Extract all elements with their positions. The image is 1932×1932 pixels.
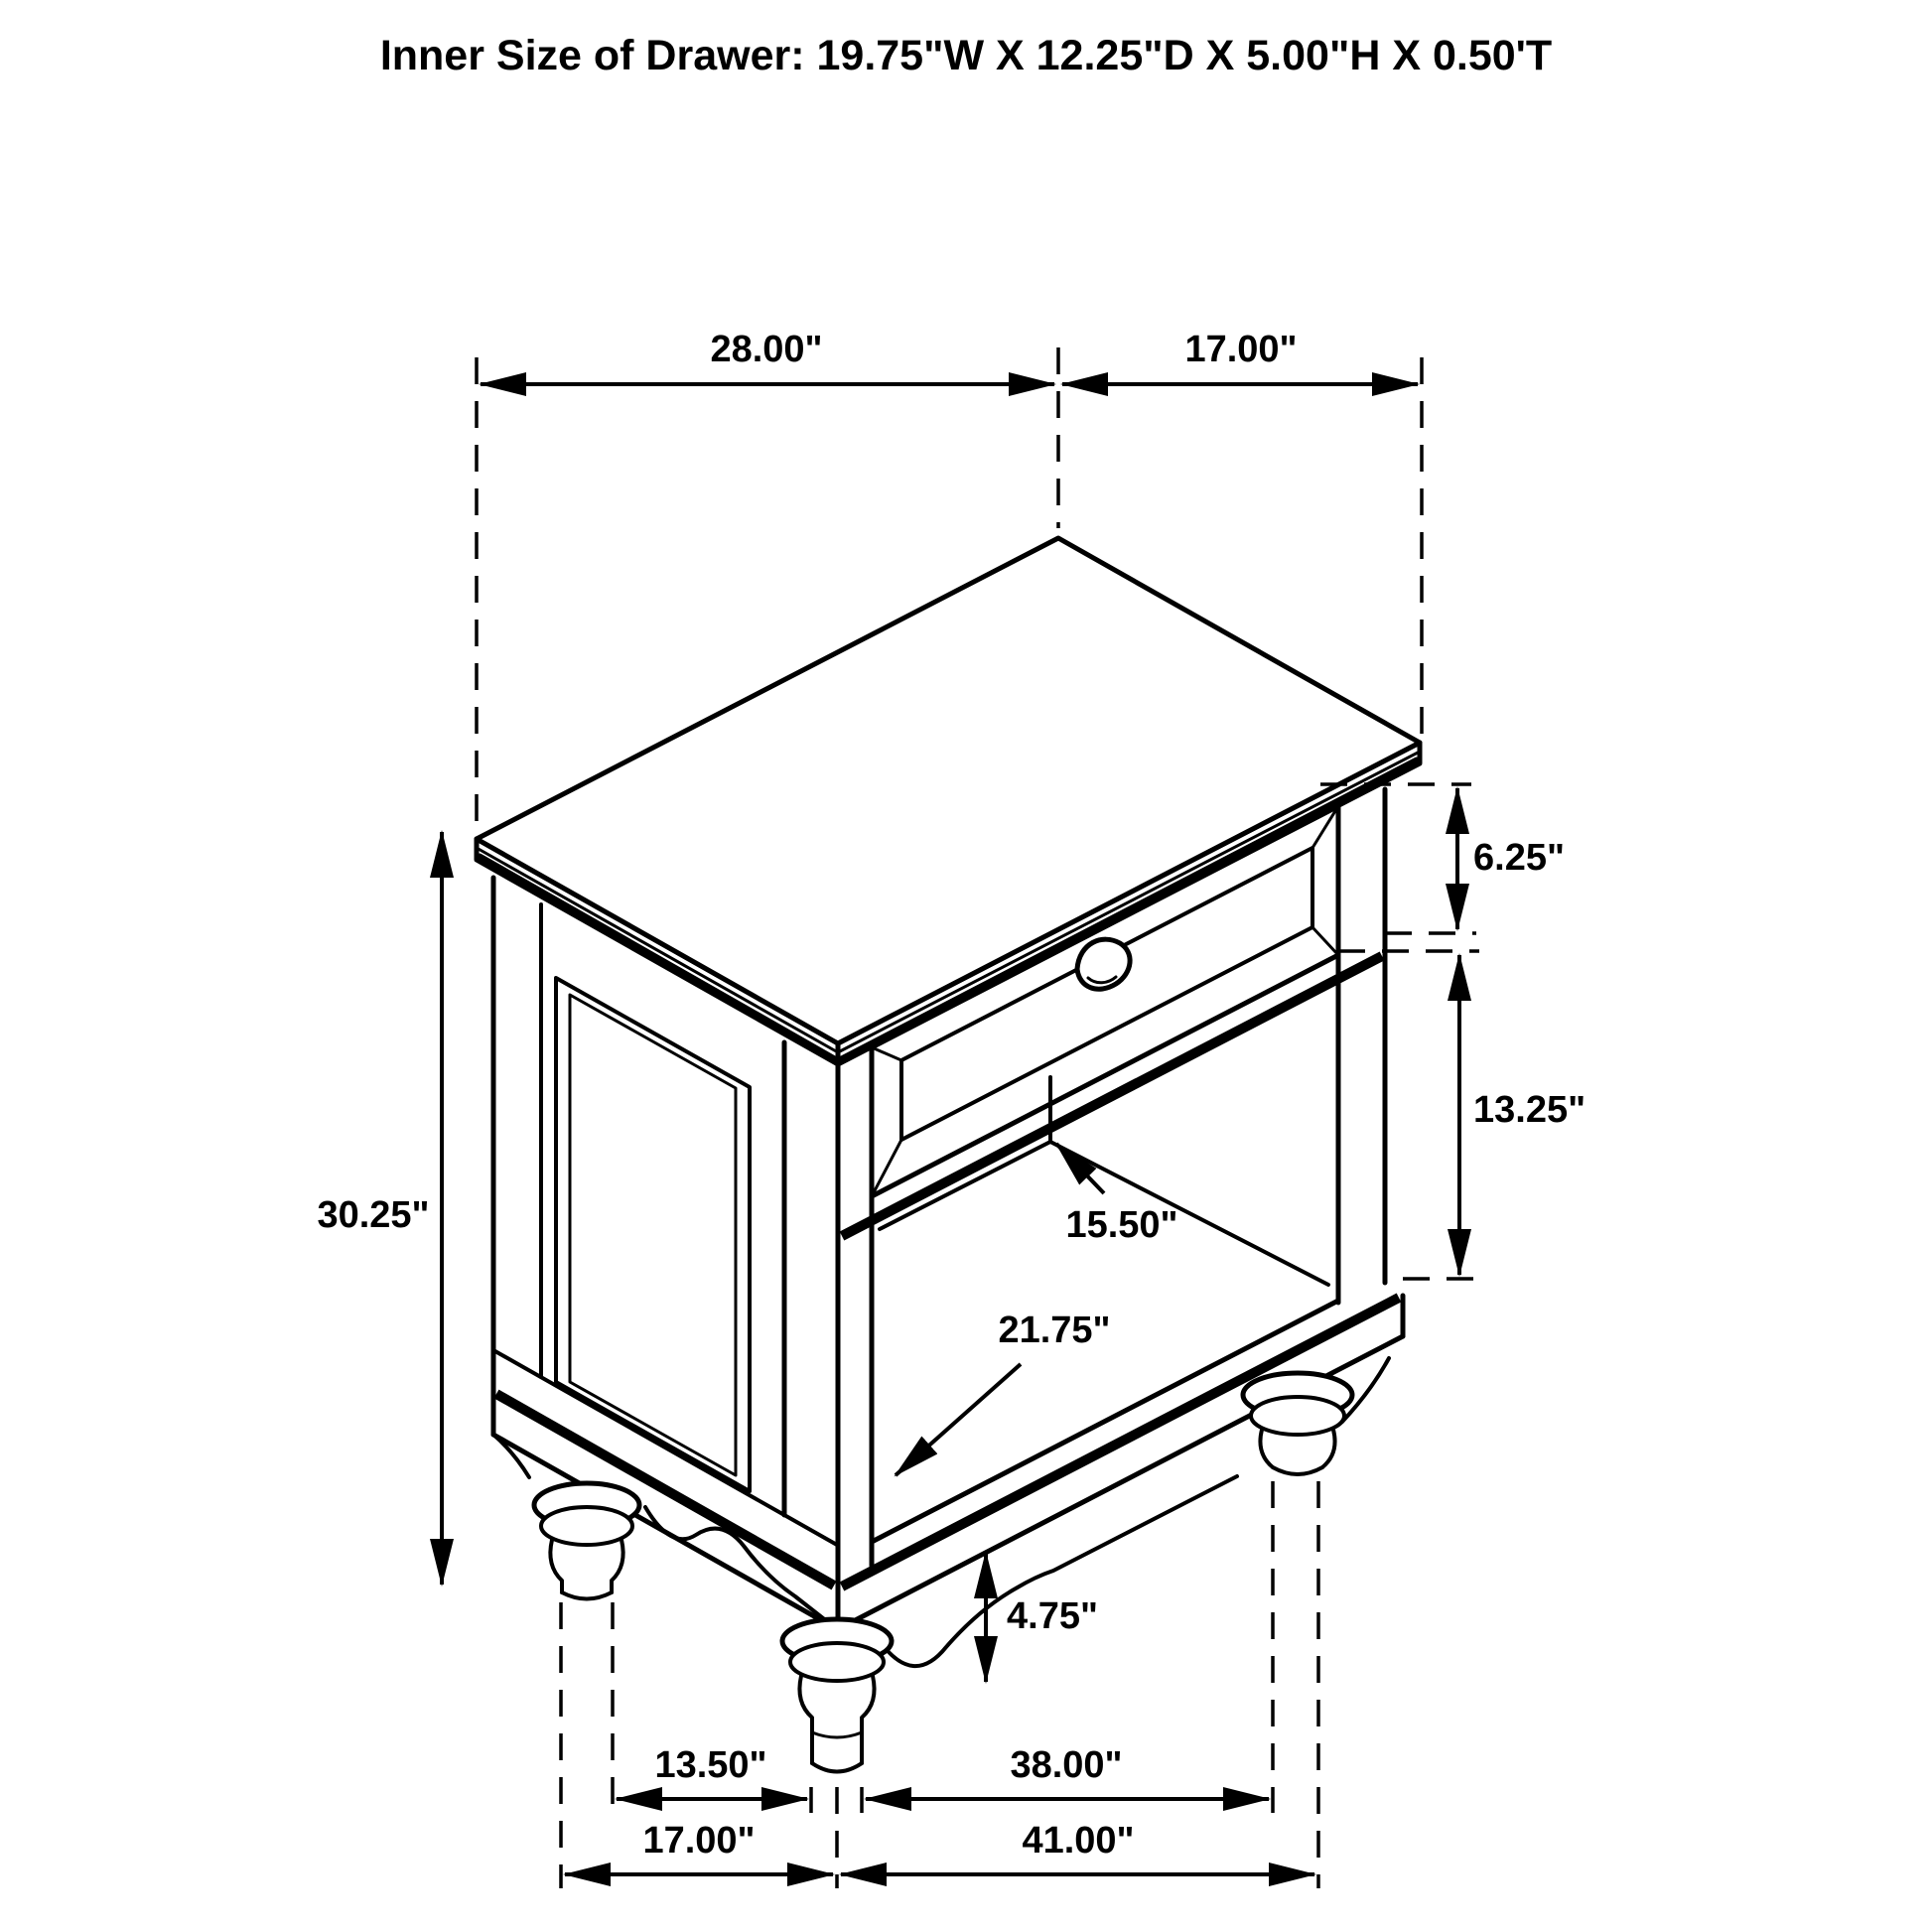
leader-line [896, 1364, 1021, 1475]
leg-foot [562, 1592, 612, 1599]
dim-leg-gap-side [617, 1744, 807, 1799]
dim-top-width [1062, 329, 1418, 384]
leg-foot [812, 1763, 862, 1772]
dim-apron-height [986, 1553, 1098, 1682]
dim-label-top-depth: 28.00" [710, 329, 823, 370]
dim-shelf-inner-depth [1056, 1144, 1178, 1246]
dim-shelf-inner-width [896, 1310, 1111, 1475]
dim-drawer-face-height [1457, 788, 1565, 929]
leg-foot [1273, 1467, 1322, 1474]
dim-label-overall-height: 30.25" [317, 1194, 430, 1236]
dim-base-depth [565, 1820, 833, 1874]
dim-label-apron-height: 4.75" [1007, 1595, 1098, 1637]
dim-label-shelf-width: 21.75" [998, 1310, 1111, 1351]
leader-line [1056, 1144, 1104, 1193]
front-plinth-band [842, 1298, 1399, 1587]
dim-label-drawer-height: 6.25" [1473, 837, 1565, 879]
dim-label-base-depth: 17.00" [642, 1820, 756, 1862]
leg-ring [812, 1732, 862, 1737]
dim-label-front-span: 38.00" [1010, 1744, 1123, 1786]
nightstand-drawing [477, 538, 1420, 1772]
front-left-leg [534, 1483, 639, 1599]
dim-label-leg-gap: 13.50" [654, 1744, 767, 1786]
dim-overall-height [317, 832, 442, 1585]
dim-base-width [841, 1820, 1314, 1874]
leg-bulb [541, 1507, 632, 1545]
leg-neck [550, 1540, 622, 1592]
right-leg [1243, 1373, 1352, 1474]
leg-bulb [790, 1643, 884, 1681]
front-corner-leg [782, 1619, 892, 1772]
leg-bulb [1251, 1397, 1344, 1435]
dim-label-base-width: 41.00" [1022, 1820, 1135, 1862]
dim-label-shelf-height: 13.25" [1473, 1089, 1587, 1131]
dim-front-leg-span [866, 1744, 1269, 1799]
dim-label-shelf-depth: 15.50" [1065, 1204, 1178, 1246]
left-recessed-panel-outer [556, 978, 750, 1491]
dim-top-depth [481, 329, 1054, 384]
page-title: Inner Size of Drawer: 19.75"W X 12.25"D X 5.00"H X 0.50'T [379, 32, 1553, 79]
leg-neck [799, 1676, 874, 1732]
dim-shelf-opening-height [1459, 955, 1586, 1275]
dim-label-top-width: 17.00" [1184, 329, 1298, 370]
